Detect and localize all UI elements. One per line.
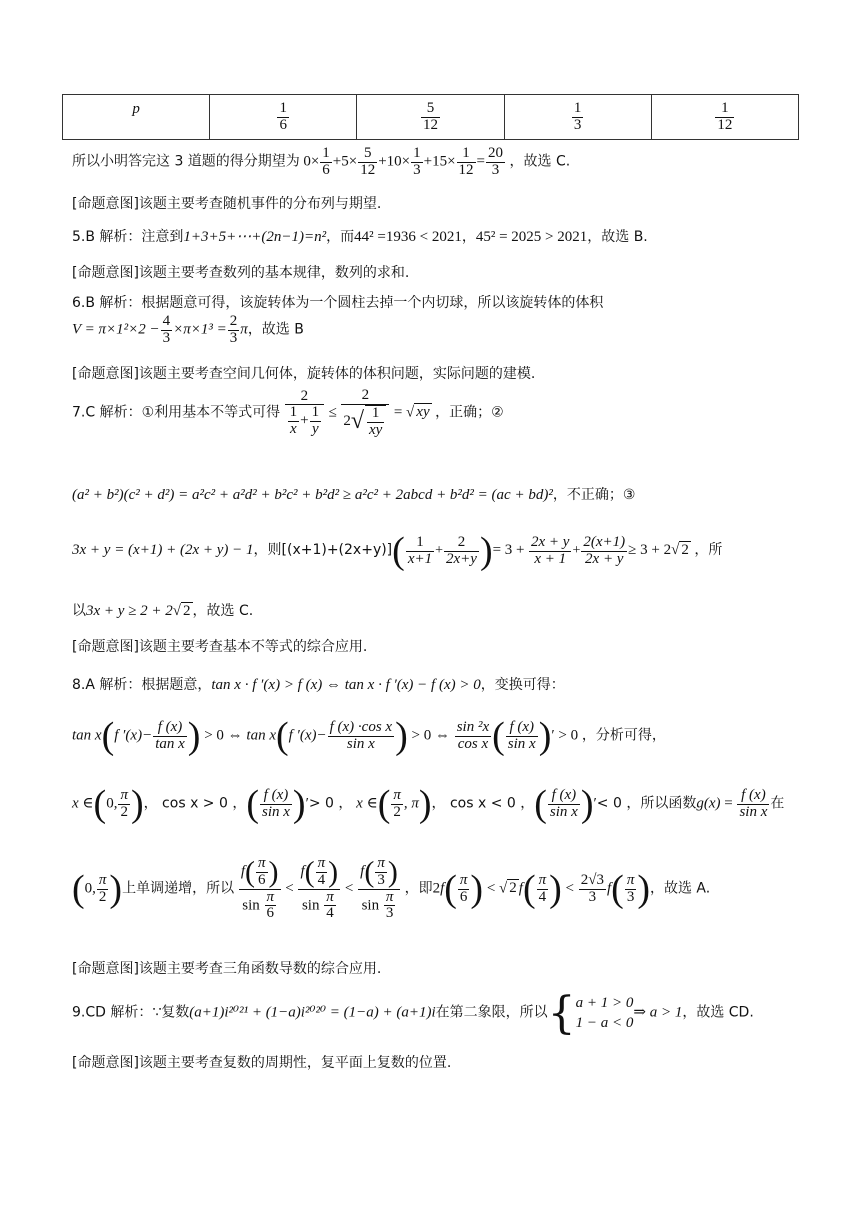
q7-intent: [命题意图]该题主要考查基本不等式的综合应用. xyxy=(72,639,368,655)
q8-line3: x ∈(0, $\frac{\pi}{2}$ )， cos x > 0 ，( $\frac{f (x)}{\text{sin x}}$ )′> 0 ， x ∈( $\frac{\pi}{2}$ , π)， cos x < 0 ，( $\frac{f (x)}{\text{sin x}}$ )′< 0 ，所以函数g(x) = $\frac{f (x)}{\text{sin x}}$ 在 xyxy=(72,783,785,825)
q8-intent: [命题意图]该题主要考查三角函数导数的综合应用. xyxy=(72,961,382,977)
q5-line: 5.B 解析：注意到1+3+5+⋯+(2n−1)=n²，而44² =1936 < 2021，45² = 2025 > 2021，故选 B. xyxy=(72,229,648,245)
table-cell: $\frac{1}{6}$ xyxy=(210,95,357,140)
table-cell: $\frac{1}{3}$ xyxy=(504,95,651,140)
q4-intent: [命题意图]该题主要考查随机事件的分布列与期望. xyxy=(72,196,382,212)
table-cell: $\frac{5}{12}$ xyxy=(357,95,504,140)
probability-table xyxy=(62,94,799,140)
q6-intent: [命题意图]该题主要考查空间几何体，旋转体的体积问题，实际问题的建模. xyxy=(72,366,536,382)
q5-intent: [命题意图]该题主要考查数列的基本规律，数列的求和. xyxy=(72,265,410,281)
q7-line2: (a² + b²)(c² + d²) = a²c² + a²d² + b²c² + b²d² ≥ a²c² + 2abcd + b²d² = (ac + bd)²，不正确；③ xyxy=(72,487,636,503)
table-row xyxy=(63,95,799,140)
q7-line4: 以3x + y ≥ 2 + 2√ 2 ，故选 C. xyxy=(72,603,254,619)
q7-line3: 3x + y = (x+1) + (2x + y) − 1，则[(x+1)+(2x+y)]( $\frac{1}{x+1}$ + $\frac{2}{2x+y}$ )= 3 + $\frac{2x + y}{x + 1}$ + $\frac{2(x+1)}{2x + y}$ ≥ 3 + 2√ 2 ，所 xyxy=(72,530,723,572)
q6-text: 6.B 解析：根据题意可得，该旋转体为一个圆柱去掉一个内切球，所以该旋转体的体积 xyxy=(72,295,604,311)
q8-line4: (0, $\frac{\pi}{2}$ )上单调递增，所以 f( $\frac{\pi}{6}$ ) sin $\frac{\pi}{6}$ < f( $\frac{\pi}{4}$ ) sin $\frac{\pi}{4}$ < f( $\frac{\pi}{3}$ ) sin $\frac{\pi}{3}$ ，即2f( $\frac{\pi}{6}$ ) < √ 2 f( $\frac{\pi}{4}$ ) < $\frac{2√3}{3}$ f( $\frac{\pi}{3}$ )，故选 A. xyxy=(72,855,711,922)
table-cell: $\frac{1}{12}$ xyxy=(651,95,798,140)
q7-line1: 7.C 解析：①利用基本不等式可得 2 $\frac{1}{x}$ + $\frac{1}{y}$ ≤ 2 2√ $\frac{1}{xy}$ = √ xy ，正确；② xyxy=(72,387,504,438)
q9-line: 9.CD 解析：∵复数(a+1)i²⁰²¹ + (1−a)i²⁰²⁰ = (1−a) + (a+1)i在第二象限，所以{ a + 1 > 0 1 − a < 0 ⇒ a > 1，故选 CD. xyxy=(72,988,754,1039)
q9-intent: [命题意图]该题主要考查复数的周期性，复平面上复数的位置. xyxy=(72,1055,452,1071)
q8-line2: tan x(f ′(x)− $\frac{f (x)}{\text{tan x}}$ ) > 0 ⇔ tan x(f ′(x)− $\frac{\text{f (x) ·cos x}}{\text{sin x}}$ ) > 0 ⇔ $\frac{\text{sin ²x}}{\text{cos x}}$ ( $\frac{f (x)}{\text{sin x}}$ )′ > 0 ，分析可得， xyxy=(72,715,666,757)
expectation-line: 所以小明答完这 3 道题的得分期望为 0× $\frac{1}{6}$ +5× $\frac{5}{12}$ +10× $\frac{1}{3}$ +15× $\frac{1}{12}$ = $\frac{20}{3}$ ，故选 C. xyxy=(72,145,571,178)
table-row-label: p xyxy=(63,95,210,140)
q6-formula: V = π×1²×2 − $\frac{4}{3}$ ×π×1³ = $\frac{2}{3}$ π，故选 B xyxy=(72,313,304,346)
q8-line1: 8.A 解析：根据题意，tan x · f ′(x) > f (x) ⇔ tan x · f ′(x) − f (x) > 0，变换可得： xyxy=(72,677,565,693)
